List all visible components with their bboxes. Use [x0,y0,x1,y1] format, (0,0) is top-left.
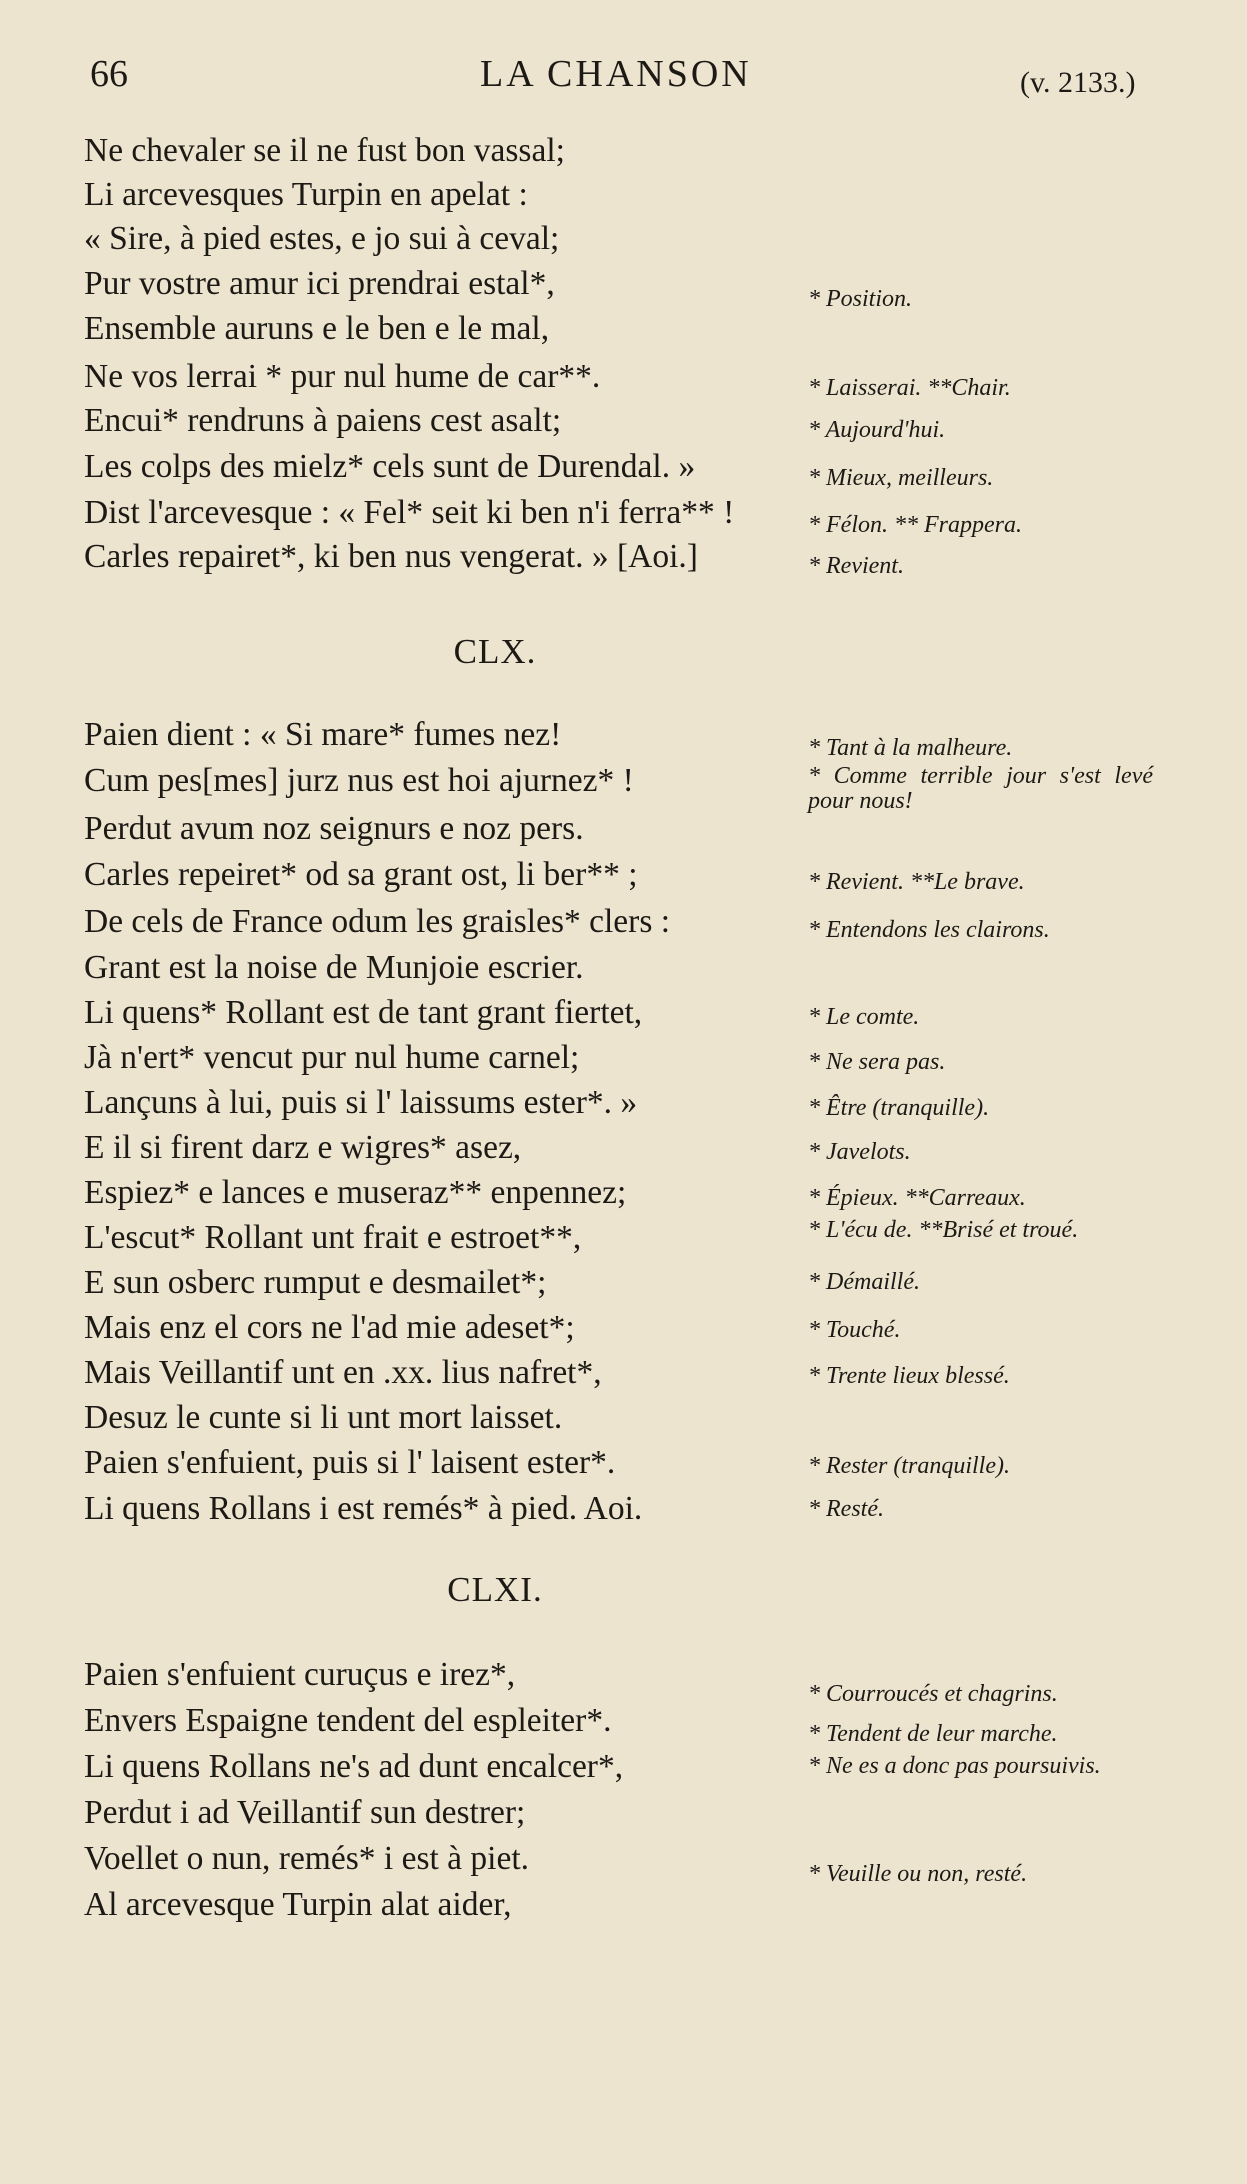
verse-line: E il si firent darz e wigres* asez, [84,1129,522,1166]
verse-line: Desuz le cunte si li unt mort laisset. [84,1399,563,1436]
verse-line: Envers Espaigne tendent del espleiter*. [84,1702,612,1739]
gloss-note: * Mieux, meilleurs. [808,465,994,491]
verse-line: « Sire, à pied estes, e jo sui à ceval; [84,220,560,257]
gloss-note: * Tendent de leur marche. [808,1721,1058,1747]
verse-line: Encui* rendruns à paiens cest asalt; [84,402,562,439]
verse-line: Carles repeiret* od sa grant ost, li ber** ; [84,856,638,893]
verse-line: Carles repairet*, ki ben nus vengerat. » [Aoi.] [84,538,698,575]
verse-line: Li quens* Rollant est de tant grant fiertet, [84,994,643,1031]
gloss-note: * Rester (tranquille). [808,1453,1010,1479]
verse-line: Jà n'ert* vencut pur nul hume carnel; [84,1039,580,1076]
verse-line: Lançuns à lui, puis si l' laissums ester*. » [84,1084,638,1121]
gloss-note: * Démaillé. [808,1269,920,1295]
verse-line: Les colps des mielz* cels sunt de Durendal. » [84,448,696,485]
verse-line: Mais Veillantif unt en .xx. lius nafret*, [84,1354,602,1391]
gloss-note: * Ne es a donc pas poursuivis. [808,1753,1101,1779]
verse-line: Dist l'arcevesque : « Fel* seit ki ben n'i ferra** ! [84,494,735,531]
gloss-note: * Courroucés et chagrins. [808,1681,1058,1707]
gloss-note: * Tant à la malheure. [808,735,1013,761]
verse-line: E sun osberc rumput e desmailet*; [84,1264,547,1301]
gloss-note: * Félon. ** Frappera. [808,512,1022,538]
gloss-note: * L'écu de. **Brisé et troué. [808,1217,1079,1243]
gloss-note: * Épieux. **Carreaux. [808,1185,1026,1211]
verse-line: Ensemble auruns e le ben e le mal, [84,310,550,347]
section-heading: CLXI. [447,1570,543,1609]
verse-line: Perdut i ad Veillantif sun destrer; [84,1794,526,1831]
verse-line: Paien dient : « Si mare* fumes nez! [84,716,562,753]
gloss-note: * Position. [808,286,913,312]
gloss-note: * Touché. [808,1317,901,1343]
gloss-note: * Revient. **Le brave. [808,869,1025,895]
gloss-note: * Resté. [808,1496,884,1522]
verse-line: Mais enz el cors ne l'ad mie adeset*; [84,1309,575,1346]
page-number: 66 [90,53,128,95]
verse-line: Ne vos lerrai * pur nul hume de car**. [84,358,601,395]
verse-line: Li arcevesques Turpin en apelat : [84,176,528,213]
verse-line: Grant est la noise de Munjoie escrier. [84,949,584,986]
verse-line: L'escut* Rollant unt frait e estroet**, [84,1219,582,1256]
verse-line: Espiez* e lances e museraz** enpennez; [84,1174,627,1211]
verse-line: Pur vostre amur ici prendrai estal*, [84,265,555,302]
gloss-note: * Veuille ou non, resté. [808,1861,1028,1887]
verse-line: Li quens Rollans ne's ad dunt encalcer*, [84,1748,624,1785]
verse-line: Perdut avum noz seignurs e noz pers. [84,810,584,847]
running-title: LA CHANSON [480,53,752,95]
verse-line: Al arcevesque Turpin alat aider, [84,1886,512,1923]
verse-line: Paien s'enfuient curuçus e irez*, [84,1656,516,1693]
verse-line: Ne chevaler se il ne fust bon vassal; [84,132,565,169]
verse-reference: (v. 2133.) [1020,66,1136,99]
gloss-note: * Le comte. [808,1004,920,1030]
gloss-note: * Javelots. [808,1139,911,1165]
section-heading: CLX. [453,632,537,671]
gloss-note: * Être (tranquille). [808,1095,990,1121]
gloss-note: * Laisserai. **Chair. [808,375,1011,401]
verse-line: Cum pes[mes] jurz nus est hoi ajurnez* ! [84,762,634,799]
verse-line: Voellet o nun, remés* i est à piet. [84,1840,530,1877]
gloss-note: * Aujourd'hui. [808,417,946,443]
gloss-note: * Comme terrible jour s'est levé pour nous! [808,763,1153,815]
gloss-note: * Ne sera pas. [808,1049,946,1075]
gloss-note: * Revient. [808,553,904,579]
verse-line: Paien s'enfuient, puis si l' laisent ester*. [84,1444,616,1481]
gloss-note: * Entendons les clairons. [808,917,1050,943]
gloss-note: * Trente lieux blessé. [808,1363,1010,1389]
verse-line: De cels de France odum les graisles* clers : [84,903,671,940]
verse-line: Li quens Rollans i est remés* à pied. Aoi. [84,1490,643,1527]
